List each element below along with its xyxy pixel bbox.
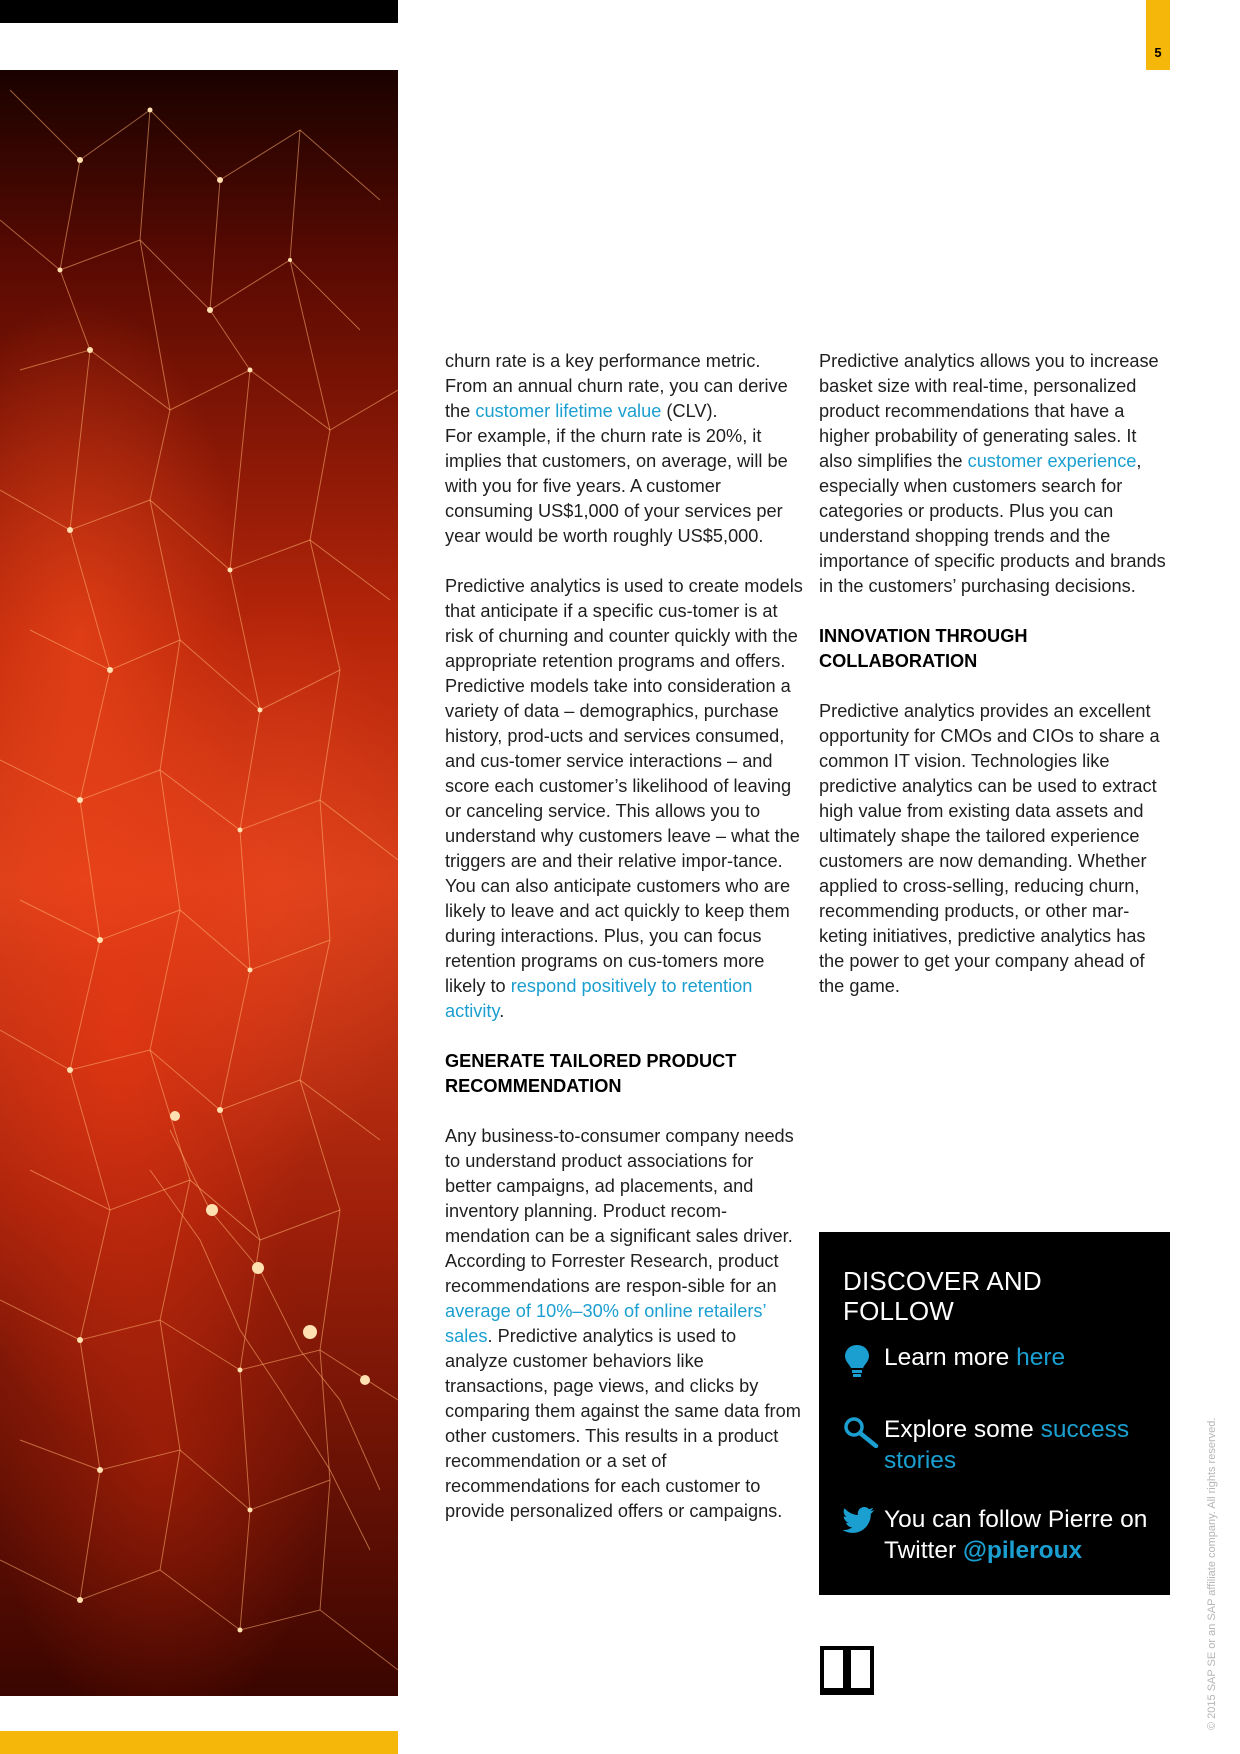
learn-more-row — [843, 1342, 1150, 1386]
twitter-bird-icon — [843, 1504, 884, 1542]
copyright-notice: © 2015 SAP SE or an SAP affiliate company. All rights reserved. — [1206, 1417, 1218, 1730]
twitter-row — [843, 1504, 1150, 1566]
paragraph-basket-size — [819, 349, 1173, 599]
network-graphic — [0, 70, 398, 1696]
text-span: . Predictive analytics is used to analyze customer behaviors like transactions, page views, and clicks by comparing them against the same data from other customers. This results in a product recommendation or a set of recommendations for each customer to provide personalized offers or campaigns. — [445, 1326, 801, 1521]
text-span: , especially when customers search for categories or products. Plus you can understand shopping trends and the importance of specific products and brands in the customers’ purchasing decisions. — [819, 451, 1166, 596]
customer-experience-link[interactable]: customer experience — [967, 451, 1137, 471]
text-span: For example, if the churn rate is 20%, it implies that customers, on average, will be with you for five years. A customer consuming US$1,000 of your services per year would be worth roughly US$5,000. — [445, 426, 788, 546]
explore-row — [843, 1414, 1150, 1476]
paragraph-churn-rate — [445, 349, 803, 549]
retailers-sales-link[interactable]: average of 10%–30% of online retailers’ sales — [445, 1301, 766, 1346]
left-text-column — [445, 349, 803, 1549]
page-number: 5 — [1154, 45, 1162, 60]
text-span: You can follow Pierre on Twitter — [884, 1506, 1148, 1564]
hero-network-image — [0, 70, 398, 1696]
text-span: . — [499, 1001, 505, 1021]
right-text-column — [819, 349, 1173, 1024]
twitter-handle-link[interactable]: @pileroux — [962, 1537, 1083, 1564]
bottom-yellow-bar — [0, 1731, 398, 1754]
discover-and-follow-box — [819, 1232, 1170, 1595]
respond-positively-link[interactable]: respond positively to retention activity — [445, 976, 753, 1021]
book-icon[interactable] — [819, 1642, 875, 1701]
success-stories-link[interactable]: success stories — [884, 1416, 1130, 1474]
text-span: Predictive analytics allows you to increase basket size with real-time, personalized product recommendations that have a higher probability of generating sales. It also simplifies the — [819, 351, 1159, 471]
paragraph-cmo-cio: Predictive analytics provides an excellent opportunity for CMOs and CIOs to share a common IT vision. Technologies like predictive analytics can be used to extract high value from existing data assets and ultimately shape the tailored experience customers are now demanding. Whether applied to cross-selling, reducing churn, recommending products, or other mar-keting initiatives, predictive analytics has the power to get your company ahead of the game. — [819, 701, 1160, 996]
box-title: DISCOVER AND FOLLOW — [843, 1266, 1042, 1326]
paragraph-product-recommendation — [445, 1124, 803, 1524]
text-span: (CLV). — [661, 401, 718, 421]
heading-tailored-recommendation: GENERATE TAILORED PRODUCT RECOMMENDATION — [445, 1051, 737, 1096]
paragraph-predictive-churn — [445, 574, 803, 1024]
text-span: Explore some — [884, 1416, 1041, 1443]
text-span: Learn more — [884, 1344, 1017, 1371]
customer-lifetime-value-link[interactable]: customer lifetime value — [475, 401, 662, 421]
heading-innovation-collaboration: INNOVATION THROUGH COLLABORATION — [819, 626, 1028, 671]
lightbulb-icon — [843, 1342, 884, 1386]
here-link[interactable]: here — [1016, 1344, 1066, 1371]
text-span: Any business-to-consumer company needs to understand product associations for better campaigns, ad placements, and inventory planning. Product recom-mendation can be a significant sales driver. According to Forrester Research, product recommendations are respon-sible for an — [445, 1126, 794, 1296]
page-number-tab — [1146, 0, 1170, 70]
magnifier-icon — [843, 1414, 884, 1456]
text-span: Predictive analytics is used to create models that anticipate if a specific cus-tomer is at risk of churning and counter quickly with the appropriate retention programs and offers. Predictive models take into consideration a variety of data – demographics, purchase history, prod-ucts and services consumed, and cus-tomer service interactions – and score each customer’s likelihood of leaving or canceling service. This allows you to understand why customers leave – what the triggers are and their relative impor-tance. You can also anticipate customers who are likely to leave and act quickly to keep them during interactions. Plus, you can focus retention programs on cus-tomers more likely to — [445, 576, 803, 996]
text-span: churn rate is a key performance metric. From an annual churn rate, you can derive the — [445, 351, 788, 421]
top-black-bar — [0, 0, 398, 23]
